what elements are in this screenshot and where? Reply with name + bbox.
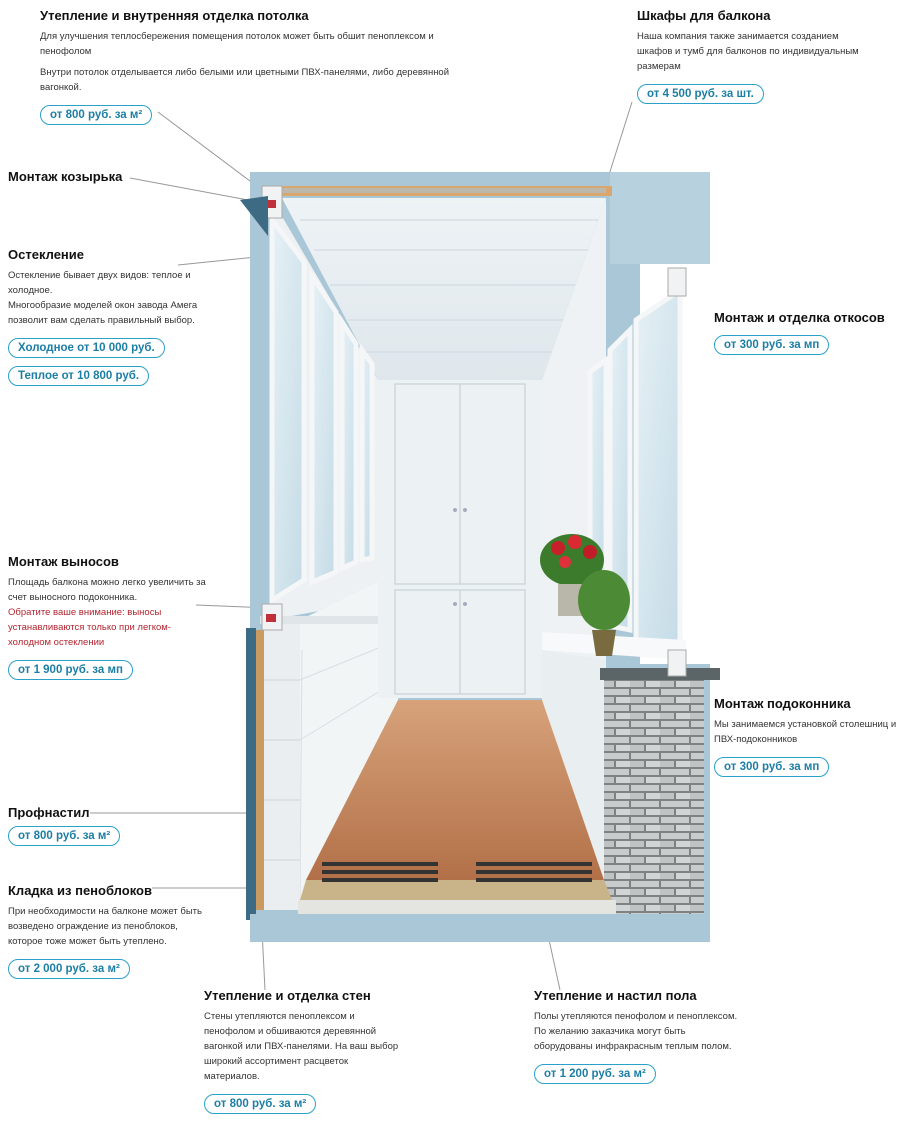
- walls-price-button[interactable]: от 800 руб. за м²: [204, 1094, 316, 1114]
- floor-desc: Полы утепляются пенофолом и пеноплексом. По желанию заказчика могут быть оборудованы инфракрасным теплым полом.: [534, 1011, 738, 1052]
- glazing-warm-price-button[interactable]: Теплое от 10 800 руб.: [8, 366, 149, 386]
- sill-price-button[interactable]: от 300 руб. за мп: [714, 757, 829, 777]
- glazing-title: Остекление: [8, 247, 84, 262]
- glazing-block: [8, 247, 228, 386]
- profsheet-title: Профнастил: [8, 805, 90, 820]
- slopes-price-button[interactable]: от 300 руб. за мп: [714, 335, 829, 355]
- sill-block: [714, 696, 906, 777]
- visor-block: [8, 169, 148, 190]
- glazing-cold-price-button[interactable]: Холодное от 10 000 руб.: [8, 338, 165, 358]
- slopes-block: [714, 310, 904, 355]
- cabinets-block: [637, 8, 867, 104]
- ceiling-title: Утепление и внутренняя отделка потолка: [40, 8, 309, 23]
- blocks-desc: При необходимости на балконе может быть возведено ограждение из пеноблоков, которое тоже может быть утеплено.: [8, 906, 202, 947]
- extensions-price-button[interactable]: от 1 900 руб. за мп: [8, 660, 133, 680]
- extensions-warning: Обратите ваше внимание: выносы устанавливаются только при легком-холодном остеклении: [8, 607, 171, 648]
- cabinets-desc: Наша компания также занимается созданием шкафов и тумб для балконов по индивидуальным размерам: [637, 31, 859, 72]
- floor-price-button[interactable]: от 1 200 руб. за м²: [534, 1064, 656, 1084]
- extensions-block: [8, 554, 213, 680]
- blocks-price-button[interactable]: от 2 000 руб. за м²: [8, 959, 130, 979]
- sill-desc: Мы занимаемся установкой столешниц и ПВХ-подоконников: [714, 719, 897, 745]
- profsheet-price-button[interactable]: от 800 руб. за м²: [8, 826, 120, 846]
- blocks-title: Кладка из пеноблоков: [8, 883, 152, 898]
- floor-title: Утепление и настил пола: [534, 988, 697, 1003]
- wall-insulation: [264, 620, 300, 910]
- ceiling-block: [40, 8, 460, 125]
- visor-title: Монтаж козырька: [8, 169, 123, 184]
- profsheet-block: [8, 805, 168, 846]
- extensions-title: Монтаж выносов: [8, 554, 119, 569]
- extensions-desc: Площадь балкона можно легко увеличить за счет выносного подоконника.: [8, 577, 206, 603]
- sill-title: Монтаж подоконника: [714, 696, 851, 711]
- cabinets-title: Шкафы для балкона: [637, 8, 771, 23]
- blocks-block: [8, 883, 208, 979]
- cabinets-price-button[interactable]: от 4 500 руб. за шт.: [637, 84, 764, 104]
- slopes-title: Монтаж и отделка откосов: [714, 310, 885, 325]
- glazing-desc-1: Остекление бывает двух видов: теплое и холодное.: [8, 270, 191, 296]
- glazing-desc-2: Многообразие моделей окон завода Амега позволит вам сделать правильный выбор.: [8, 300, 198, 326]
- walls-block: [204, 988, 404, 1114]
- foam-block-wall: [604, 676, 704, 916]
- ceiling-desc-2: Внутри потолок отделывается либо белыми или цветными ПВХ-панелями, либо деревянной вагонкой.: [40, 67, 450, 93]
- profsheet: [246, 628, 256, 920]
- ceiling-desc-1: Для улучшения теплосбережения помещения потолок может быть обшит пеноплексом и пенофолом: [40, 31, 434, 57]
- walls-title: Утепление и отделка стен: [204, 988, 371, 1003]
- ceiling-price-button[interactable]: от 800 руб. за м²: [40, 105, 152, 125]
- floor-block: [534, 988, 744, 1084]
- walls-desc: Стены утепляются пеноплексом и пенофолом и обшиваются деревянной вагонкой или ПВХ-панелями. На ваш выбор широкий ассортимент расцветок материалов.: [204, 1011, 399, 1082]
